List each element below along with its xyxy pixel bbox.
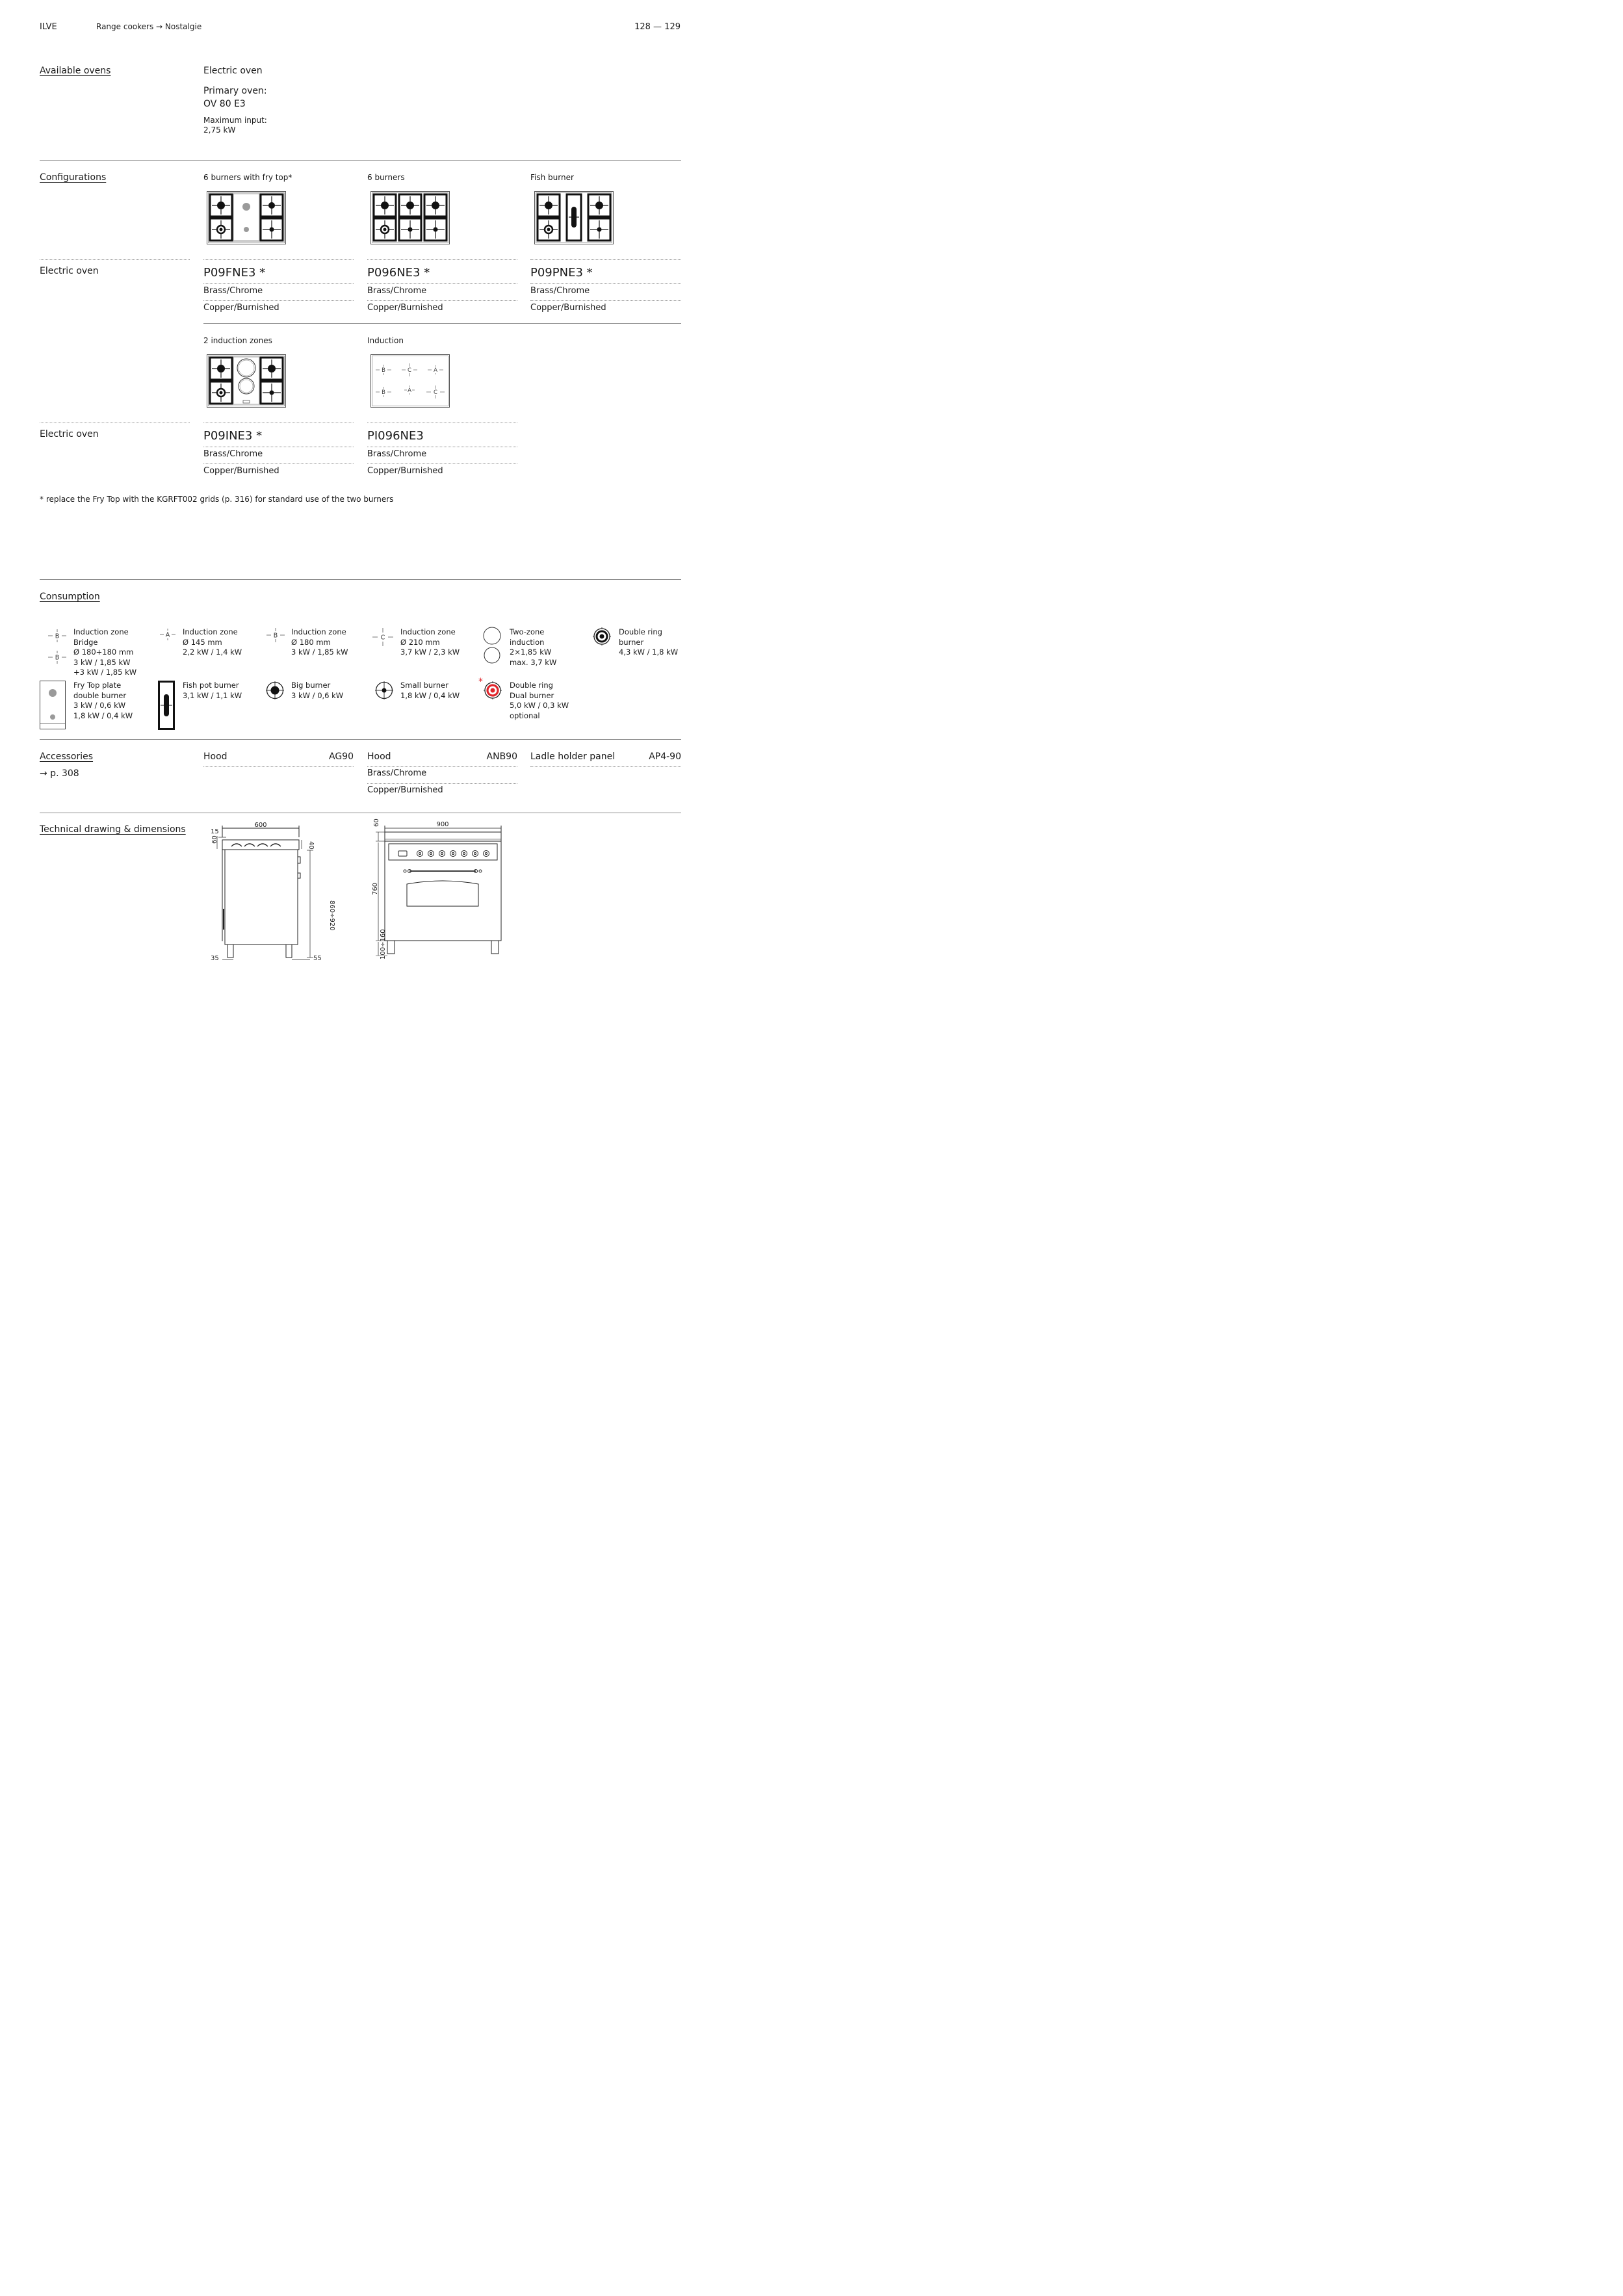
- divider: [367, 283, 517, 284]
- optional-marker: *: [478, 677, 483, 687]
- model-code: P09FNE3 *: [203, 266, 266, 280]
- two-zone-induction-icon: [482, 627, 502, 666]
- divider: [367, 300, 517, 301]
- zone-label: B: [273, 632, 278, 640]
- row-label-electric-oven: Electric oven: [40, 266, 99, 276]
- cooktop-fish-burner-icon: [534, 191, 614, 244]
- zone-label: C: [434, 389, 437, 396]
- consumption-item: Induction zone Bridge Ø 180+180 mm 3 kW / 1,85 kW +3 kW / 1,85 kW: [73, 627, 137, 677]
- finish-option: Brass/Chrome: [530, 286, 590, 296]
- divider: [203, 300, 354, 301]
- consumption-item: Induction zone Ø 210 mm 3,7 kW / 2,3 kW: [400, 627, 460, 657]
- finish-option: Brass/Chrome: [203, 449, 263, 459]
- induction-zone-b-icon: [265, 628, 286, 644]
- divider: [40, 160, 681, 161]
- zone-label: B: [55, 633, 60, 640]
- consumption-item: Big burner 3 kW / 0,6 kW: [291, 681, 344, 700]
- config-caption-fry-top: 6 burners with fry top*: [203, 173, 292, 182]
- consumption-item: Induction zone Ø 145 mm 2,2 kW / 1,4 kW: [183, 627, 242, 657]
- divider: [530, 766, 681, 767]
- big-burner-icon: [265, 681, 285, 700]
- small-burner-icon: [374, 681, 394, 700]
- model-code: P09PNE3 *: [530, 266, 593, 280]
- zone-label: A: [408, 387, 411, 394]
- zone-label: B: [55, 654, 60, 662]
- finish-option: Copper/Burnished: [203, 303, 279, 313]
- divider: [367, 259, 517, 260]
- consumption-item: Double ring Dual burner 5,0 kW / 0,3 kW optional: [510, 681, 569, 720]
- divider: [203, 766, 354, 767]
- dim-back: 40: [307, 841, 315, 850]
- divider: [530, 300, 681, 301]
- consumption-item: Fish pot burner 3,1 kW / 1,1 kW: [183, 681, 242, 700]
- divider: [40, 259, 190, 260]
- finish-option: Copper/Burnished: [367, 785, 443, 795]
- page-numbers: 128 — 129: [634, 22, 681, 32]
- dim-top-offset: 15: [211, 828, 219, 835]
- dim-width: 600: [254, 822, 267, 829]
- section-title-technical: Technical drawing & dimensions: [40, 824, 186, 835]
- accessory-name: Hood: [203, 751, 227, 762]
- consumption-item: Induction zone Ø 180 mm 3 kW / 1,85 kW: [291, 627, 348, 657]
- divider: [203, 463, 354, 464]
- dim-body-height: 760: [372, 882, 379, 895]
- divider: [40, 579, 681, 580]
- finish-option: Copper/Burnished: [367, 303, 443, 313]
- divider: [530, 259, 681, 260]
- cooktop-6-burners-icon: [370, 191, 450, 244]
- config-caption-2-induction: 2 induction zones: [203, 336, 272, 345]
- config-caption-induction: Induction: [367, 336, 404, 345]
- cooktop-fry-top-icon: [207, 191, 286, 244]
- accessory-code: ANB90: [486, 751, 517, 762]
- cooktop-2-induction-icon: [207, 354, 286, 408]
- max-input-label: Maximum input:: [203, 116, 267, 125]
- double-ring-burner-icon: [592, 627, 612, 646]
- zone-label: B: [382, 389, 385, 396]
- divider: [40, 739, 681, 740]
- accessories-page-link[interactable]: → p. 308: [40, 768, 79, 779]
- model-code: P09INE3 *: [203, 429, 263, 443]
- dim-foot-back: 55: [313, 955, 322, 962]
- model-code: P096NE3 *: [367, 266, 430, 280]
- consumption-item: Fry Top plate double burner 3 kW / 0,6 kW 1,8 kW / 0,4 kW: [73, 681, 133, 720]
- section-title-accessories: Accessories: [40, 751, 94, 762]
- dim-width: 900: [436, 821, 449, 828]
- finish-option: Brass/Chrome: [367, 449, 427, 459]
- divider: [367, 766, 517, 767]
- finish-option: Copper/Burnished: [203, 466, 279, 476]
- induction-zone-c-icon: [372, 628, 394, 647]
- primary-oven-label: Primary oven:: [203, 86, 267, 96]
- dim-height: 860÷920: [328, 900, 335, 931]
- fry-top-plate-icon: [40, 681, 66, 729]
- fish-pot-burner-icon: [158, 681, 175, 730]
- config-caption-fish-burner: Fish burner: [530, 173, 574, 182]
- row-label-electric-oven: Electric oven: [40, 429, 99, 439]
- finish-option: Brass/Chrome: [367, 768, 427, 778]
- accessory-name: Hood: [367, 751, 391, 762]
- accessory-name: Ladle holder panel: [530, 751, 616, 762]
- breadcrumb[interactable]: Range cookers → Nostalgie: [96, 22, 202, 31]
- brand-label: ILVE: [40, 22, 57, 32]
- config-caption-6-burners: 6 burners: [367, 173, 405, 182]
- zone-label: A: [434, 367, 437, 374]
- model-code: PI096NE3: [367, 429, 424, 443]
- section-title-configurations: Configurations: [40, 172, 107, 183]
- finish-option: Brass/Chrome: [367, 286, 427, 296]
- finish-option: Copper/Burnished: [367, 466, 443, 476]
- divider: [530, 283, 681, 284]
- finish-option: Copper/Burnished: [530, 303, 606, 313]
- divider: [203, 283, 354, 284]
- cooktop-induction-icon: [370, 354, 450, 408]
- dim-legs: 100÷160: [380, 929, 387, 959]
- induction-zone-a-icon: [157, 628, 178, 644]
- primary-oven-value: OV 80 E3: [203, 99, 246, 109]
- section-title-ovens: Available ovens: [40, 66, 111, 76]
- dim-top-height: 60: [373, 818, 380, 827]
- oven-type: Electric oven: [203, 66, 263, 76]
- divider: [367, 783, 517, 784]
- max-input-value: 2,75 kW: [203, 125, 236, 135]
- front-view-drawing: [367, 818, 510, 964]
- consumption-item: Two-zone induction 2×1,85 kW max. 3,7 kW: [510, 627, 557, 667]
- dim-top-height: 60: [211, 835, 218, 844]
- footnote: * replace the Fry Top with the KGRFT002 grids (p. 316) for standard use of the two burners: [40, 495, 394, 504]
- zone-label: A: [165, 631, 170, 639]
- dual-burner-icon: [483, 681, 502, 700]
- accessory-code: AG90: [329, 751, 354, 762]
- zone-label: C: [380, 634, 385, 642]
- zone-label: B: [382, 367, 385, 374]
- side-view-drawing: [203, 818, 333, 964]
- consumption-item: Double ring burner 4,3 kW / 1,8 kW: [619, 627, 679, 657]
- divider: [367, 463, 517, 464]
- dim-foot-front: 35: [211, 955, 219, 962]
- zone-label: C: [408, 367, 411, 374]
- induction-bridge-icon: [47, 628, 68, 664]
- divider: [203, 323, 681, 324]
- divider: [203, 259, 354, 260]
- section-title-consumption: Consumption: [40, 592, 100, 602]
- consumption-item: Small burner 1,8 kW / 0,4 kW: [400, 681, 460, 700]
- finish-option: Brass/Chrome: [203, 286, 263, 296]
- accessory-code: AP4-90: [649, 751, 681, 762]
